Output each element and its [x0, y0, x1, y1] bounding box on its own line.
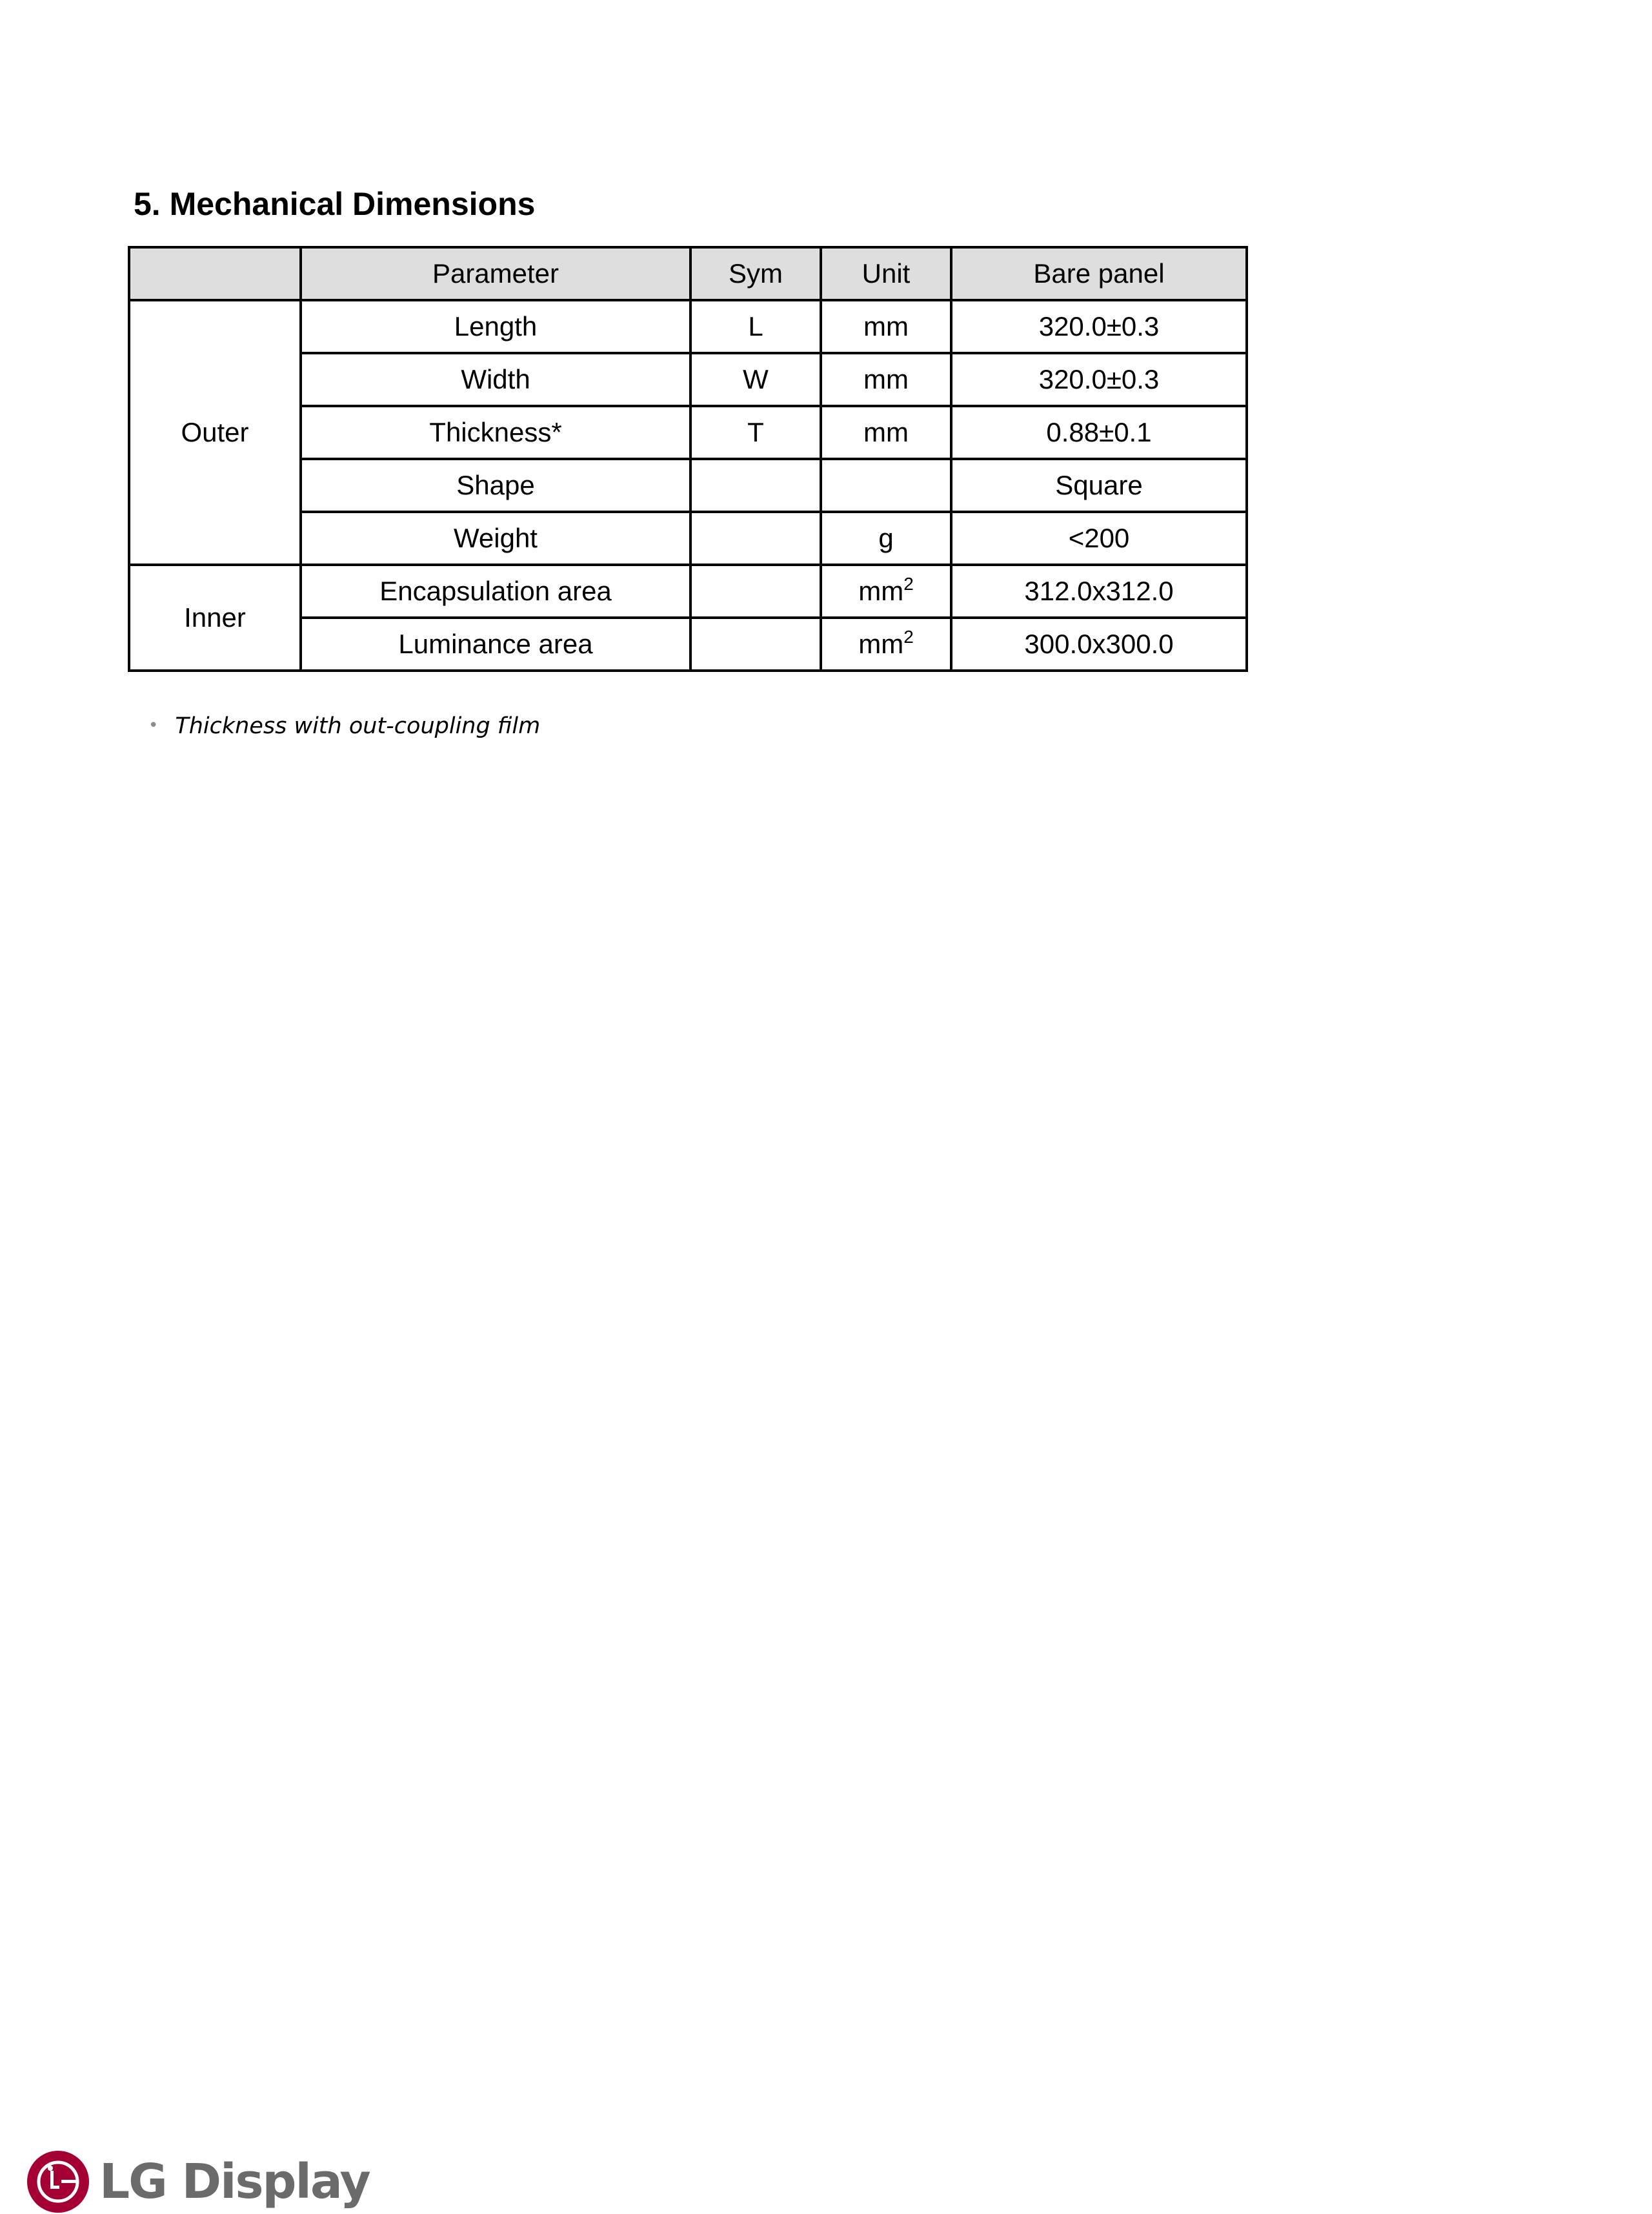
- cell-sym: T: [690, 406, 821, 459]
- footnote-text: Thickness with out-coupling film: [175, 713, 541, 739]
- mechanical-dimensions-table: [128, 246, 1248, 672]
- table-row: [129, 300, 1247, 353]
- header-sym: Sym: [690, 247, 821, 300]
- page-title: 5. Mechanical Dimensions: [134, 186, 536, 222]
- cell-parameter: Encapsulation area: [301, 565, 690, 618]
- cell-value: <200: [951, 512, 1247, 565]
- cell-value: 320.0±0.3: [951, 353, 1247, 406]
- cell-parameter: Thickness*: [301, 406, 690, 459]
- cell-sym: W: [690, 353, 821, 406]
- cell-parameter: Length: [301, 300, 690, 353]
- cell-unit: [821, 565, 951, 618]
- header-unit: Unit: [821, 247, 951, 300]
- cell-unit: mm: [821, 406, 951, 459]
- header-group: [129, 247, 301, 300]
- cell-parameter: Weight: [301, 512, 690, 565]
- cell-parameter: Luminance area: [301, 618, 690, 671]
- unit-exponent: 2: [903, 574, 914, 594]
- cell-parameter: Width: [301, 353, 690, 406]
- cell-sym: [690, 565, 821, 618]
- group-inner: Inner: [129, 565, 301, 671]
- cell-unit: [821, 459, 951, 512]
- cell-unit: g: [821, 512, 951, 565]
- lg-face-icon: [26, 2149, 90, 2214]
- cell-unit: [821, 618, 951, 671]
- unit-base: mm: [858, 629, 904, 659]
- unit-exponent: 2: [903, 627, 914, 647]
- cell-value: 320.0±0.3: [951, 300, 1247, 353]
- logo-text: LG Display: [99, 2154, 370, 2209]
- unit-base: mm: [858, 576, 904, 606]
- lg-display-logo: [26, 2149, 370, 2214]
- cell-parameter: Shape: [301, 459, 690, 512]
- table-header-row: [129, 247, 1247, 300]
- cell-sym: L: [690, 300, 821, 353]
- group-outer: Outer: [129, 300, 301, 565]
- header-bare-panel: Bare panel: [951, 247, 1247, 300]
- cell-sym: [690, 459, 821, 512]
- cell-value: 300.0x300.0: [951, 618, 1247, 671]
- cell-sym: [690, 618, 821, 671]
- cell-value: 312.0x312.0: [951, 565, 1247, 618]
- cell-sym: [690, 512, 821, 565]
- cell-value: 0.88±0.1: [951, 406, 1247, 459]
- header-parameter: Parameter: [301, 247, 690, 300]
- cell-unit: mm: [821, 353, 951, 406]
- cell-unit: mm: [821, 300, 951, 353]
- cell-value: Square: [951, 459, 1247, 512]
- footnote-bullet: •: [148, 716, 159, 735]
- table-row: [129, 565, 1247, 618]
- footnote: [148, 713, 540, 739]
